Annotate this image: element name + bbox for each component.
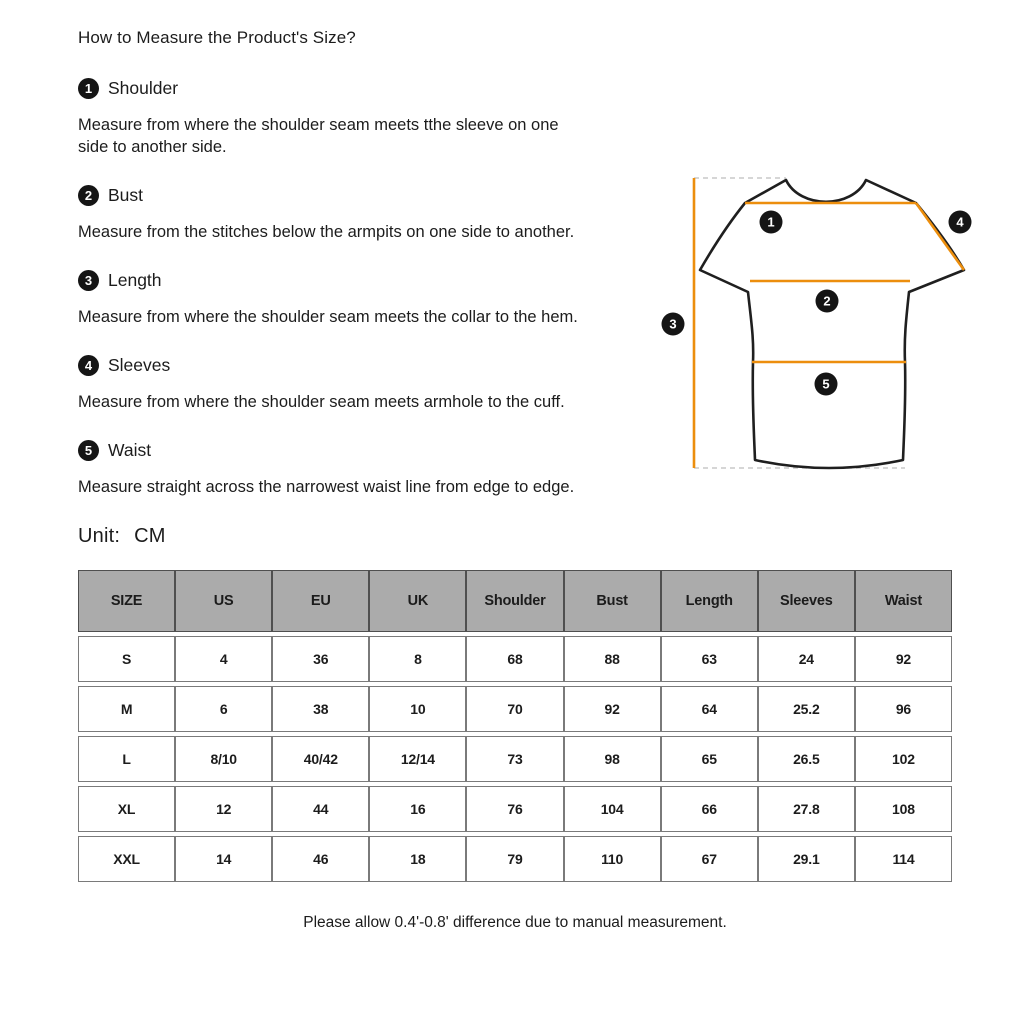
cell-us: 6 <box>175 686 272 732</box>
instruction-description: Measure straight across the narrowest waist line from edge to edge. <box>78 478 575 496</box>
cell-length: 64 <box>661 686 758 732</box>
diagram-marker-2 <box>816 290 839 313</box>
col-header-uk: UK <box>369 570 466 632</box>
instruction-heading-waist <box>78 440 583 461</box>
cell-bust: 104 <box>564 786 661 832</box>
instruction-description: Measure from the stitches below the armpits on one side to another. <box>78 223 575 241</box>
table-row-m <box>78 686 952 732</box>
cell-shoulder: 70 <box>466 686 563 732</box>
cell-waist: 102 <box>855 736 952 782</box>
number-badge-3-icon: 3 <box>78 270 99 291</box>
cell-waist: 108 <box>855 786 952 832</box>
instruction-description: Measure from where the shoulder seam meets tthe sleeve on one side to another side. <box>78 116 559 156</box>
cell-length: 67 <box>661 836 758 882</box>
cell-uk: 18 <box>369 836 466 882</box>
cell-size: XXL <box>78 836 175 882</box>
cell-waist: 96 <box>855 686 952 732</box>
cell-eu: 40/42 <box>272 736 369 782</box>
cell-us: 14 <box>175 836 272 882</box>
number-badge-5-icon: 5 <box>78 440 99 461</box>
col-header-bust: Bust <box>564 570 661 632</box>
instruction-label: Waist <box>108 440 152 460</box>
svg-text:2: 2 <box>823 293 831 309</box>
instruction-label: Bust <box>108 185 144 205</box>
instruction-label: Shoulder <box>108 78 179 98</box>
cell-waist: 92 <box>855 636 952 682</box>
tshirt-measurement-diagram <box>648 152 1018 482</box>
unit-value: CM <box>134 525 166 547</box>
cell-us: 8/10 <box>175 736 272 782</box>
number-badge-2-icon: 2 <box>78 185 99 206</box>
cell-size: L <box>78 736 175 782</box>
instruction-heading-shoulder <box>78 78 583 99</box>
cell-sleeves: 24 <box>758 636 855 682</box>
cell-waist: 114 <box>855 836 952 882</box>
cell-shoulder: 73 <box>466 736 563 782</box>
col-header-sleeves: Sleeves <box>758 570 855 632</box>
diagram-marker-5 <box>815 373 838 396</box>
number-badge-1-icon: 1 <box>78 78 99 99</box>
diagram-marker-1 <box>760 211 783 234</box>
size-table-header <box>78 570 952 632</box>
col-header-us: US <box>175 570 272 632</box>
cell-us: 4 <box>175 636 272 682</box>
instruction-description: Measure from where the shoulder seam meets armhole to the cuff. <box>78 393 565 411</box>
svg-text:1: 1 <box>767 214 775 230</box>
cell-length: 66 <box>661 786 758 832</box>
instruction-list <box>78 78 583 498</box>
cell-length: 65 <box>661 736 758 782</box>
cell-shoulder: 79 <box>466 836 563 882</box>
instruction-heading-length <box>78 270 583 291</box>
cell-eu: 44 <box>272 786 369 832</box>
col-header-shoulder: Shoulder <box>466 570 563 632</box>
instruction-heading-bust <box>78 185 583 206</box>
cell-uk: 10 <box>369 686 466 732</box>
cell-uk: 8 <box>369 636 466 682</box>
cell-bust: 98 <box>564 736 661 782</box>
instruction-label: Sleeves <box>108 355 171 375</box>
cell-eu: 46 <box>272 836 369 882</box>
cell-sleeves: 26.5 <box>758 736 855 782</box>
instruction-heading-sleeves <box>78 355 583 376</box>
cell-uk: 12/14 <box>369 736 466 782</box>
cell-size: XL <box>78 786 175 832</box>
col-header-size: SIZE <box>78 570 175 632</box>
size-table <box>78 566 952 886</box>
cell-sleeves: 27.8 <box>758 786 855 832</box>
table-row-xl <box>78 786 952 832</box>
unit-line <box>78 525 952 548</box>
footer-note: Please allow 0.4'-0.8' difference due to manual measurement. <box>303 914 727 931</box>
table-row-xxl <box>78 836 952 882</box>
instruction-description: Measure from where the shoulder seam meets the collar to the hem. <box>78 308 578 326</box>
unit-label: Unit: <box>78 525 121 547</box>
cell-sleeves: 29.1 <box>758 836 855 882</box>
svg-text:5: 5 <box>822 376 830 392</box>
cell-sleeves: 25.2 <box>758 686 855 732</box>
col-header-eu: EU <box>272 570 369 632</box>
cell-bust: 88 <box>564 636 661 682</box>
col-header-waist: Waist <box>855 570 952 632</box>
svg-text:3: 3 <box>669 316 677 332</box>
number-badge-4-icon: 4 <box>78 355 99 376</box>
cell-length: 63 <box>661 636 758 682</box>
page-title: How to Measure the Product's Size? <box>78 28 356 47</box>
cell-us: 12 <box>175 786 272 832</box>
col-header-length: Length <box>661 570 758 632</box>
table-row-l <box>78 736 952 782</box>
cell-size: S <box>78 636 175 682</box>
cell-shoulder: 76 <box>466 786 563 832</box>
diagram-marker-4 <box>949 211 972 234</box>
header-row <box>78 570 952 632</box>
cell-eu: 36 <box>272 636 369 682</box>
cell-size: M <box>78 686 175 732</box>
cell-bust: 92 <box>564 686 661 732</box>
cell-uk: 16 <box>369 786 466 832</box>
svg-text:4: 4 <box>956 214 964 230</box>
instruction-label: Length <box>108 270 162 290</box>
table-row-s <box>78 636 952 682</box>
size-table-body <box>78 636 952 882</box>
cell-eu: 38 <box>272 686 369 732</box>
cell-shoulder: 68 <box>466 636 563 682</box>
tshirt-outline <box>700 180 964 468</box>
diagram-marker-3 <box>662 313 685 336</box>
cell-bust: 110 <box>564 836 661 882</box>
